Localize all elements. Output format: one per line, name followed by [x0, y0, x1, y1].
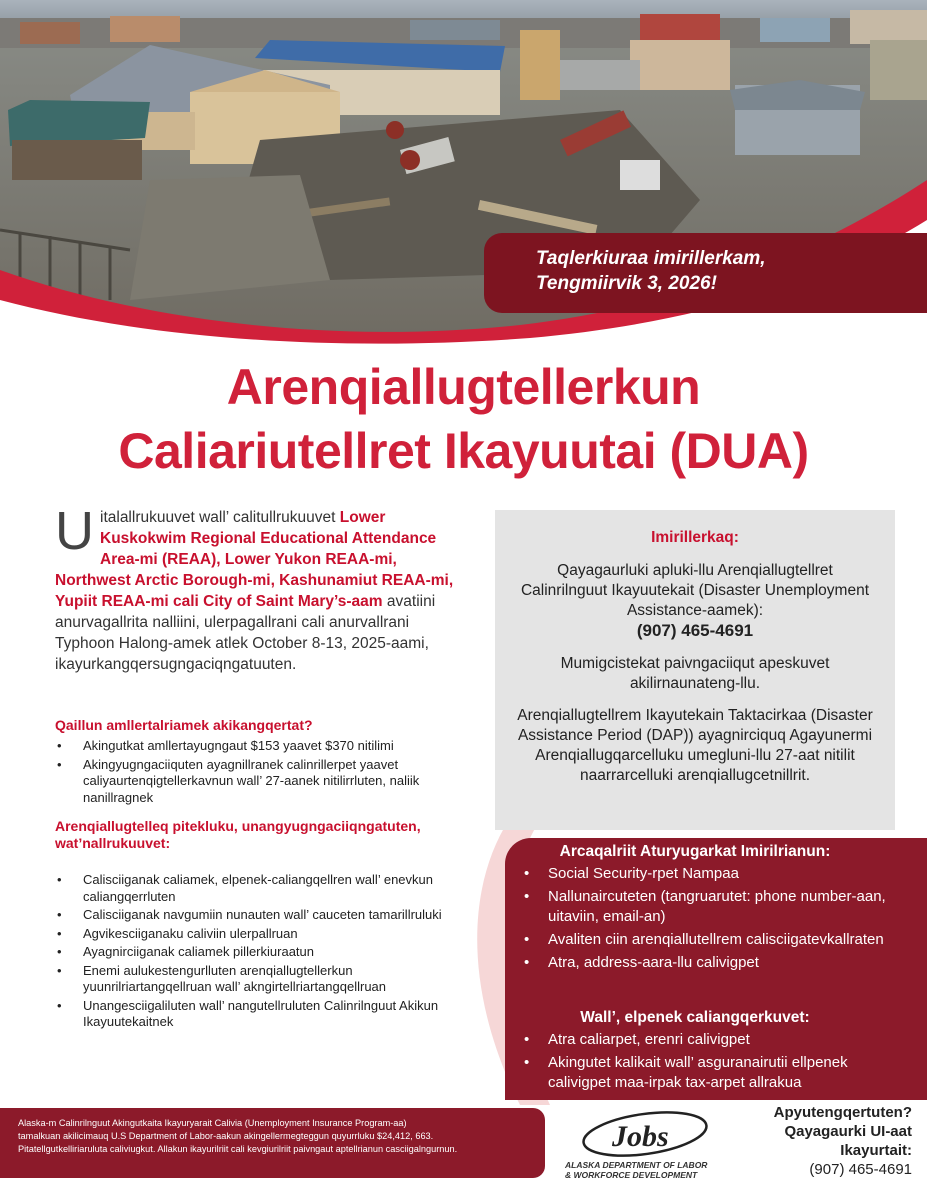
list-item: • Akingyugngaciiquten ayagnillranek calinrillerpet yaavet caliyaurtenqigtellerkavnun wall’ 27-aanek nitilirrluten, naliik nanillragnek	[55, 757, 460, 807]
list-item: • Atra caliarpet, erenri calivigpet	[520, 1030, 900, 1050]
contact-line-3: Ikayurtait:	[840, 1142, 912, 1159]
required-info-panel	[505, 838, 927, 1100]
title-line-1: Arenqiallugtellerkun	[226, 359, 701, 415]
contact-line-2: Qayagaurki UI-aat	[784, 1123, 912, 1140]
self-employed-list	[520, 1030, 900, 1096]
contact-line-1: Apyutengqertuten?	[773, 1104, 912, 1121]
intro-paragraph	[55, 501, 460, 675]
required-info-list	[520, 864, 900, 976]
title-line-2: Caliariutellret Ikayuutai (DUA)	[118, 423, 809, 479]
contact-phone-link[interactable]: (907) 465-4691	[809, 1161, 912, 1178]
list-item: • Calisciiganak caliamek, elpenek-caliangqellren wall’ enevkun caliangqerrluten	[55, 872, 460, 905]
list-item: • Unangesciigaliluten wall’ nangutellruluten Calinrilnguut Akikun Ikayuutekaitnek	[55, 998, 460, 1031]
interpreter-note: Mumigcistekat paivngaciiqut apeskuvet akilirnaunateng-llu.	[560, 655, 830, 692]
dap-note: Arenqiallugtellrem Ikayutekain Taktacirkaa (Disaster Assistance Period (DAP)) ayagnirciquq Agayunermi Arenqiallugqarcelluku umegluni-llu 27-aat nitilit naarrarcelluki arenqiallugcetnillrit.	[517, 707, 873, 784]
list-item: • Agvikesciiganaku caliviin ulerpallruan	[55, 926, 460, 943]
benefits-list	[55, 738, 460, 808]
deadline-line-1: Taqlerkiuraa imirillerkam,	[536, 248, 766, 269]
contact-block	[740, 1103, 912, 1179]
apply-instructions	[513, 561, 877, 642]
list-item: • Akingutkat amllertayugngaut $153 yaavet $370 nitilimi	[55, 738, 460, 755]
disclaimer-line-1: Alaska-m Calinrilnguut Akingutkaita Ikayuryarait Calivia (Unemployment Insurance Program-aa)	[18, 1118, 407, 1128]
intro-text-start: italallrukuuvet wall’ calitullrukuuvet	[100, 509, 340, 526]
apply-text: Qayagaurluki apluki-llu Arenqiallugtellret Calinrilnguut Ikayuutekait (Disaster Unemployment Assistance-aamek):	[520, 562, 870, 619]
intro-text-end: avatiini anurvagallrita nalliini, ulerpagallrani cali anurvallrani Typhoon Halong-amek atlek October 8-13, 2025-aami, ikayurkangqersugngaciqngatuuten.	[55, 593, 436, 673]
required-info-heading: Arcaqalriit Aturyugarkat Imirilrianun:	[559, 843, 831, 860]
apply-heading: Imirillerkaq:	[651, 529, 739, 546]
apply-phone-link[interactable]: (907) 465-4691	[636, 621, 754, 640]
affected-areas: Lower Kuskokwim Regional Educational Attendance Area-mi (REAA), Lower Yukon REAA-mi, Northwest Arctic Borough-mi, Kashunamiut REAA-mi, Yupiit REAA-mi cali City of Saint Mary’s-aam	[55, 509, 454, 610]
list-item: • Calisciiganak navgumiin nunauten wall’ cauceten tamarillruluki	[55, 907, 460, 924]
eligibility-list	[55, 872, 460, 1033]
list-item: • Social Security-rpet Nampaa	[520, 864, 900, 884]
department-name	[565, 1160, 740, 1180]
list-item: • Nallunaircuteten (tangruarutet: phone number-aan, uitaviin, email-an)	[520, 887, 900, 927]
list-item: • Avaliten ciin arenqiallutellrem calisciigatevkallraten	[520, 930, 900, 950]
dept-line-1: ALASKA DEPARTMENT OF LABOR	[565, 1160, 708, 1170]
list-item: • Atra, address-aara-llu calivigpet	[520, 953, 900, 973]
drop-cap: U	[55, 501, 94, 561]
self-employed-heading: Wall’, elpenek caliangqerkuvet:	[580, 1009, 810, 1026]
hero-photo	[0, 0, 927, 345]
list-item: • Ayagnirciiganak caliamek pillerkiuraatun	[55, 944, 460, 961]
logo-word: Jobs	[612, 1120, 669, 1153]
disclaimer-line-2: tamalkuan akilicimauq U.S Department of Labor-aakun akingellermegteggun quyurrluku $24,412, 663.	[18, 1131, 434, 1141]
disclaimer-line-3: Pitatellgutkelliriaruluta caliviugkut. Allakun ikayurilriit cali kevgiurilriit paivngaut aptellrianun casciigalngurnun.	[18, 1144, 458, 1154]
list-item: • Akingutet kalikait wall’ asguranairutii ellpenek calivigpet maa-irpak tax-arpet allrakua	[520, 1053, 900, 1093]
how-to-apply-box	[495, 510, 895, 830]
dept-line-2: & WORKFORCE DEVELOPMENT	[565, 1170, 698, 1180]
deadline-banner	[484, 233, 927, 313]
eligibility-heading: Arenqiallugtelleq pitekluku, unangyugngaciiqngatuten, wat’nallrukuuvet:	[55, 818, 421, 851]
list-item: • Enemi aulukestengurlluten arenqiallugtellerkun yuunrilriartangqellruan wall’ akngirtellriartangqellruan	[55, 963, 460, 996]
page-title	[0, 355, 927, 483]
funding-disclaimer	[0, 1108, 545, 1178]
deadline-line-2: Tengmiirvik 3, 2026!	[536, 273, 717, 294]
benefits-heading: Qaillun amllertalriamek akikangqertat?	[55, 717, 313, 733]
